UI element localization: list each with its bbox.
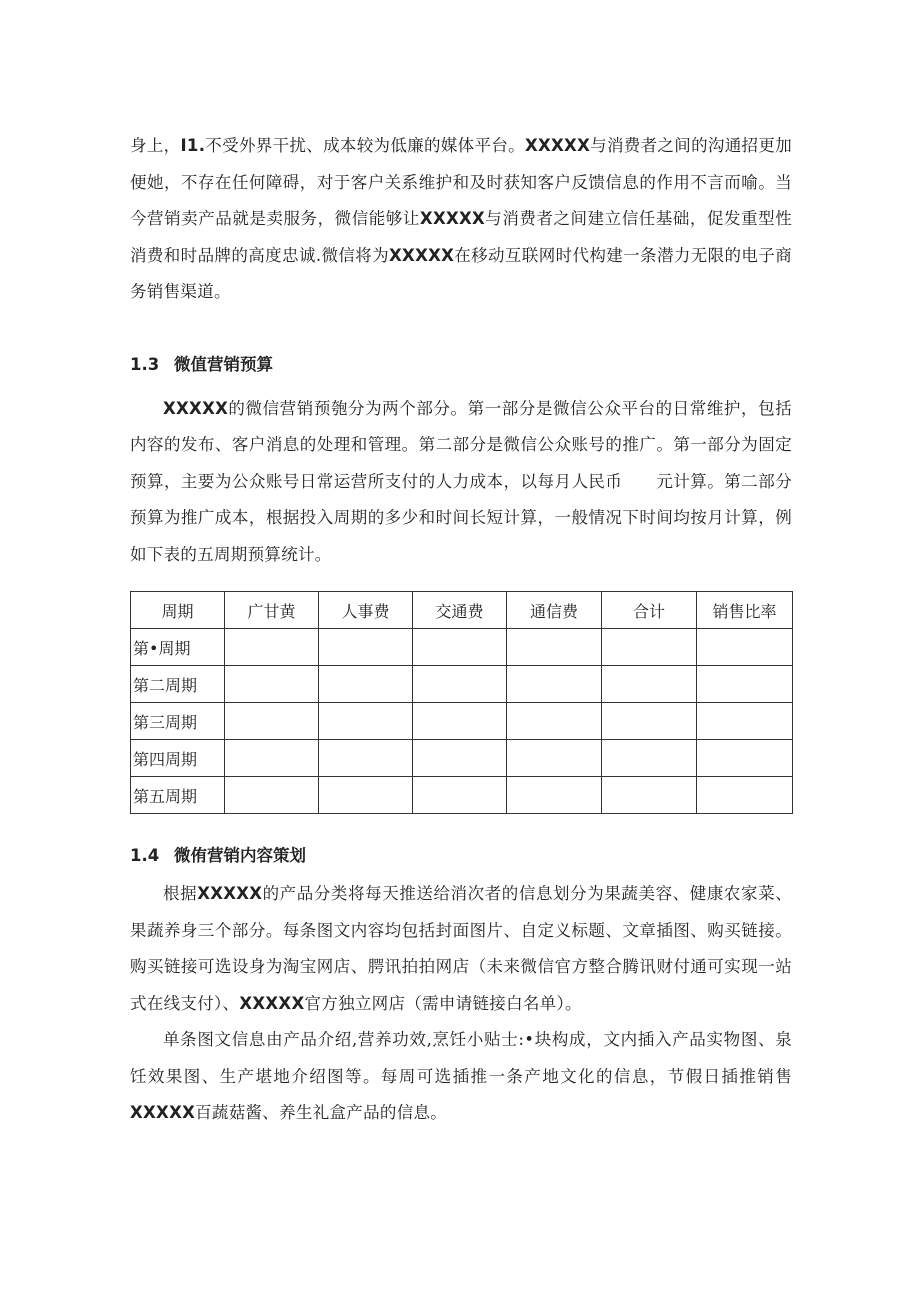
text-run: 与消费者之间的沟通招更加便她，不存在任何障碍，对于客户关系维护和及时获知客户反馈信息的作用不言而喻。当今营销卖产品就是卖服务，微信能够让 <box>130 136 792 228</box>
table-cell <box>697 703 793 740</box>
table-cell <box>507 666 602 703</box>
table-cell <box>413 703 507 740</box>
table-cell <box>413 666 507 703</box>
table-cell <box>507 703 602 740</box>
paragraph-section-1-4-content <box>130 876 792 1022</box>
table-row <box>131 629 793 666</box>
table-cell <box>319 629 413 666</box>
table-cell <box>319 740 413 777</box>
table-row <box>131 777 793 814</box>
text-run: 的微信营销预匏分为两个部分。第一部分是微信公众平台的日常维护，包括内容的发布、客户消息的处理和管理。第二部分是微信公众账号的推广。第一部分为固定预算，主要为公众账号日常运营所支付的人力成本，以每月人民币 元计算。第二部分预算为推广成本，根据投入周期的多少和时间长短计算，一般情况下时间均按月计算，例如下表的五周期预算统计。 <box>130 398 792 564</box>
table-cell <box>413 629 507 666</box>
table-cell-period: 第三周期 <box>131 703 225 740</box>
bold-text-run: XXXXX <box>419 209 486 228</box>
heading-title: 微值营销预算 <box>174 354 273 374</box>
table-row <box>131 666 793 703</box>
text-run: 百蔬菇酱、养生礼盒产品的信息。 <box>195 1103 448 1122</box>
table-header-cell: 人事费 <box>319 592 413 629</box>
table-header-cell: 交通费 <box>413 592 507 629</box>
table-cell <box>225 740 319 777</box>
text-run: 不受外界干扰、成本较为低廉的媒体平台。 <box>205 136 525 155</box>
table-row <box>131 740 793 777</box>
heading-section-1-4 <box>130 844 792 868</box>
bold-text-run: I1. <box>180 136 206 155</box>
table-cell <box>697 629 793 666</box>
table-header-cell: 合计 <box>602 592 697 629</box>
text-run: 与消费者之间建立信任基础，促发重型性消费和时品牌的高度忠诚.微信将为 <box>130 209 792 265</box>
table-cell <box>602 777 697 814</box>
text-run: 的产品分类将每天推送给消次者的信息划分为果蔬美容、健康农家菜、果蔬养身三个部分。每条图文内容均包括封面图片、自定义标题、文章插图、购买链接。购买链接可选设身为淘宝网店、腭讯拍拍网店（未来微信官方整合腾讯财付通可实现一站式在线支付）、 <box>130 884 792 1013</box>
table-cell <box>697 777 793 814</box>
table-cell-period: 第四周期 <box>131 740 225 777</box>
document-page <box>130 128 792 1132</box>
table-header-cell: 销售比率 <box>697 592 793 629</box>
bold-text-run: XXXXX <box>389 245 455 265</box>
table-cell <box>413 777 507 814</box>
table-cell <box>507 629 602 666</box>
table-cell <box>602 703 697 740</box>
heading-title: 微侑营销内容策划 <box>174 846 306 865</box>
table-cell <box>413 740 507 777</box>
heading-number: 1.4 <box>130 846 160 865</box>
table-cell <box>225 777 319 814</box>
text-run: 单条图文信息由产品介绍,营养功效,烹饪小贴士:•块构成，文内插入产品实物图、泉饪效果图、生产堪地介绍图等。每周可选插推一条产地文化的信息，节假日插推销售 <box>130 1030 792 1086</box>
table-header-row <box>131 592 793 629</box>
bold-text-run: XXXXX <box>239 993 305 1013</box>
bold-text-run: XXXXX <box>524 136 591 155</box>
table-cell <box>697 666 793 703</box>
text-run: 身上， <box>130 136 181 155</box>
bold-text-run: XXXXX <box>130 1103 196 1122</box>
table-cell <box>225 703 319 740</box>
table-cell <box>319 703 413 740</box>
table-cell <box>507 740 602 777</box>
table-cell <box>507 777 602 814</box>
table-header-cell: 广甘黄 <box>225 592 319 629</box>
text-run: 在移动互联网时代构建一条潜力无限的电子商务销售渠道。 <box>130 245 792 301</box>
budget-table <box>130 591 793 814</box>
table-cell <box>319 777 413 814</box>
table-cell-period: 第•周期 <box>131 629 225 666</box>
table-cell-period: 第五周期 <box>131 777 225 814</box>
table-cell-period: 第二周期 <box>131 666 225 703</box>
table-row <box>131 703 793 740</box>
table-cell <box>225 666 319 703</box>
table-cell <box>319 666 413 703</box>
heading-section-1-3 <box>130 353 792 377</box>
table-header-cell: 周期 <box>131 592 225 629</box>
table-cell <box>225 629 319 666</box>
paragraph-section-1-2 <box>130 128 792 311</box>
bold-text-run: XXXXX <box>197 884 263 903</box>
table-cell <box>602 740 697 777</box>
table-cell <box>602 666 697 703</box>
text-run: 根据 <box>163 884 198 903</box>
bold-text-run: XXXXX <box>163 398 229 418</box>
heading-number: 1.3 <box>130 354 160 374</box>
text-run: 官方独立网店（需申请链接白名单）。 <box>304 993 582 1013</box>
paragraph-section-1-3 <box>130 391 792 574</box>
table-cell <box>602 629 697 666</box>
table-cell <box>697 740 793 777</box>
table-header-cell: 通信费 <box>507 592 602 629</box>
paragraph-section-1-4-detail <box>130 1022 792 1132</box>
